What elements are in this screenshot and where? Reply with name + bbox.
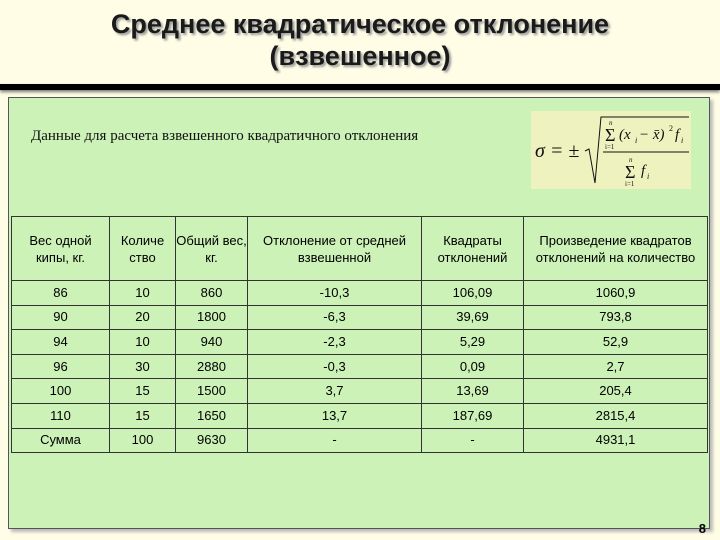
table-cell: 20 [110,305,176,330]
numerator-x: (x [619,127,631,143]
title-divider [0,84,720,90]
table-cell: - [248,428,422,453]
table-row [12,305,708,330]
table-cell: 94 [12,330,110,355]
table-cell: 52,9 [524,330,708,355]
header-cell: Вес одной кипы, кг. [12,217,110,281]
table-body [12,281,708,453]
table-cell: 9630 [176,428,248,453]
table-cell: 13,7 [248,403,422,428]
table-cell: 1500 [176,379,248,404]
denominator-sum-icon: Σ [625,162,636,182]
table-cell: 13,69 [422,379,524,404]
sum-sign-icon: Σ [605,125,616,145]
table-cell: 15 [110,403,176,428]
table-cell: 4931,1 [524,428,708,453]
table-cell: 106,09 [422,281,524,306]
table-cell: 0,09 [422,354,524,379]
table-caption: Данные для расчета взвешенного квадратичного отклонения [31,128,419,144]
content-panel [8,97,710,529]
table-cell: 96 [12,354,110,379]
table-cell: 30 [110,354,176,379]
table-cell: 100 [12,379,110,404]
sum-top: n [609,119,613,127]
sum-bottom: i=1 [605,143,615,151]
deviation-table [11,216,708,453]
header-cell: Общий вес, кг. [176,217,248,281]
table-cell: -10,3 [248,281,422,306]
table-cell: 940 [176,330,248,355]
table-cell: Сумма [12,428,110,453]
numerator-mean: − x̄) [639,127,665,143]
table-row [12,330,708,355]
table-cell: 2815,4 [524,403,708,428]
numerator-f-sub: i [681,136,684,145]
table-cell: 2,7 [524,354,708,379]
table-cell: 1800 [176,305,248,330]
table-cell: 110 [12,403,110,428]
table-cell: -2,3 [248,330,422,355]
table-cell: 5,29 [422,330,524,355]
table-row [12,403,708,428]
table-cell: 100 [110,428,176,453]
page-title [0,8,720,72]
header-cell: Отклонение от средней взвешенной [248,217,422,281]
table-cell: 15 [110,379,176,404]
denominator-sum-top: n [629,156,633,164]
denominator-sum-bottom: i=1 [625,180,635,188]
table-cell: - [422,428,524,453]
table-cell: 10 [110,281,176,306]
formula-lhs: σ = ± [535,140,580,162]
numerator-f: f [675,127,680,143]
header-cell: Количе ство [110,217,176,281]
numerator-x-sub: i [635,136,638,145]
denominator-f-sub: i [647,172,650,181]
table-row [12,354,708,379]
formula-image [531,111,691,189]
table-cell: -6,3 [248,305,422,330]
table-cell: 205,4 [524,379,708,404]
title-line-1: Среднее квадратическое отклонение [110,9,610,39]
table-cell: 86 [12,281,110,306]
table-cell: 860 [176,281,248,306]
table-row [12,281,708,306]
header-cell: Произведение квадратов отклонений на количество [524,217,708,281]
page-number: 8 [698,521,706,536]
title-line-2: (взвешенное) [269,41,451,71]
table-cell: 2880 [176,354,248,379]
denominator-f: f [641,163,646,179]
table-row [12,379,708,404]
table-cell: 793,8 [524,305,708,330]
table-cell: 10 [110,330,176,355]
table-header-row [12,217,708,281]
header-cell: Квадраты отклонений [422,217,524,281]
table-cell: 1650 [176,403,248,428]
table-total-row [12,428,708,453]
table-cell: 39,69 [422,305,524,330]
table-cell: 90 [12,305,110,330]
table-cell: 187,69 [422,403,524,428]
table-cell: 3,7 [248,379,422,404]
table-cell: -0,3 [248,354,422,379]
numerator-exp: 2 [669,124,673,133]
table-cell: 1060,9 [524,281,708,306]
